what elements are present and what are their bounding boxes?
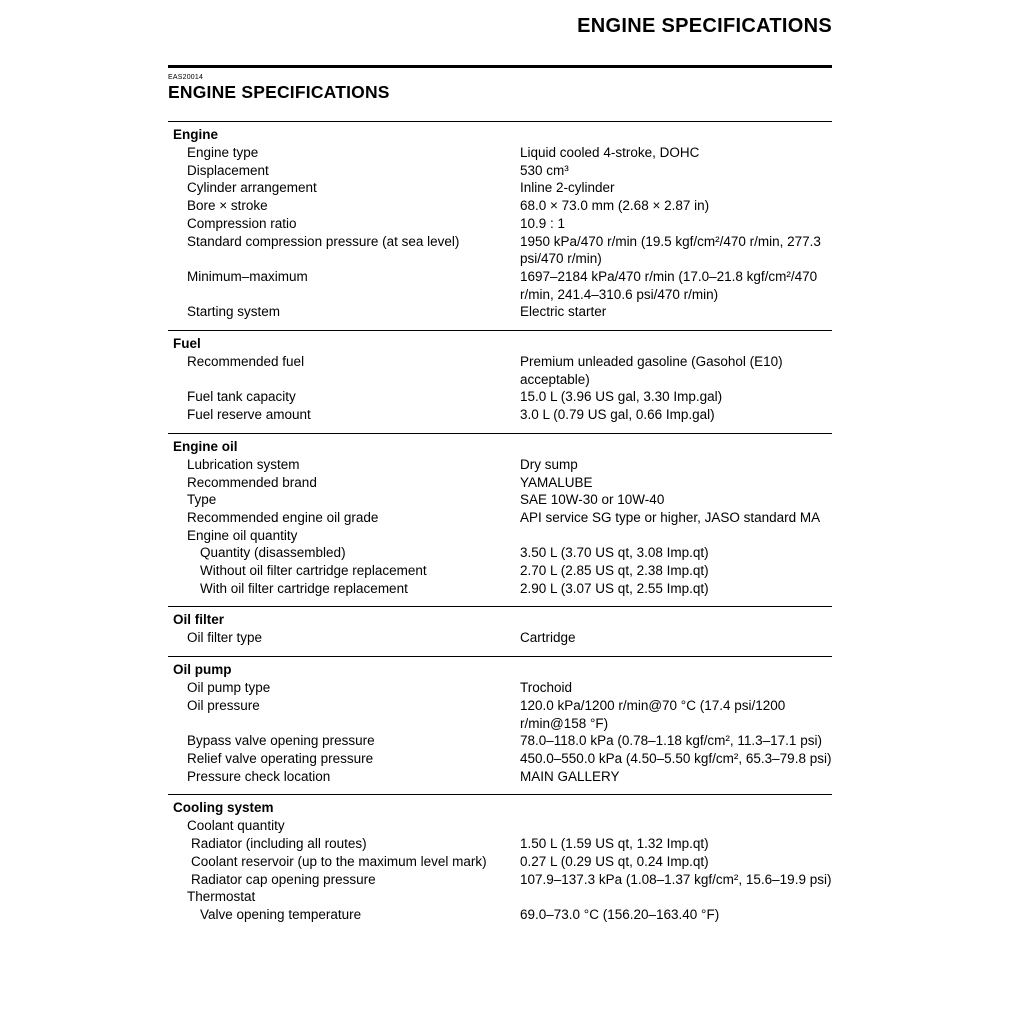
spec-value: 3.50 L (3.70 US qt, 3.08 Imp.qt) (520, 545, 709, 561)
spec-sections (168, 121, 832, 924)
spec-row (168, 750, 832, 768)
section-rows (168, 353, 832, 424)
spec-label: Valve opening temperature (200, 906, 362, 922)
spec-row (168, 353, 832, 388)
spec-label: Relief valve operating pressure (187, 750, 374, 766)
section-title: Engine (173, 127, 219, 142)
spec-row (168, 388, 832, 406)
spec-value: Cartridge (520, 630, 576, 646)
running-header-title: ENGINE SPECIFICATIONS (577, 15, 832, 37)
spec-row (168, 406, 832, 424)
section-rows (168, 629, 832, 647)
spec-row (168, 679, 832, 697)
spec-row (168, 629, 832, 647)
spec-row (168, 233, 832, 268)
spec-label: Fuel tank capacity (187, 389, 296, 405)
spec-value: 10.9 : 1 (520, 215, 566, 231)
spec-value: 78.0–118.0 kPa (0.78–1.18 kgf/cm², 11.3–17.1 psi) (520, 733, 822, 749)
spec-value: YAMALUBE (520, 474, 593, 490)
spec-label: Recommended fuel (187, 354, 305, 370)
spec-label: Starting system (187, 304, 281, 320)
spec-label: Recommended engine oil grade (187, 509, 379, 525)
spec-value: Inline 2-cylinder (520, 180, 615, 196)
section-rows (168, 456, 832, 598)
section-rows (168, 144, 832, 321)
spec-label: Pressure check location (187, 768, 331, 784)
spec-label: Compression ratio (187, 215, 297, 231)
spec-row (168, 144, 832, 162)
spec-label: Coolant reservoir (up to the maximum level mark) (191, 853, 487, 869)
spec-row (168, 179, 832, 197)
spec-row (168, 197, 832, 215)
spec-value: 2.70 L (2.85 US qt, 2.38 Imp.qt) (520, 563, 709, 579)
section-title: Fuel (173, 336, 201, 352)
spec-value: API service SG type or higher, JASO standard MA (520, 509, 821, 525)
spec-value: Electric starter (520, 304, 607, 320)
spec-label: Oil pressure (187, 697, 260, 713)
header-divider (168, 65, 832, 68)
spec-row (168, 527, 832, 545)
spec-section (168, 433, 832, 598)
spec-label: Oil pump type (187, 680, 271, 696)
spec-value: 69.0–73.0 °C (156.20–163.40 °F) (520, 906, 720, 922)
spec-value: 68.0 × 73.0 mm (2.68 × 2.87 in) (520, 198, 710, 214)
spec-value: Premium unleaded gasoline (Gasohol (E10) acceptable) (520, 354, 783, 387)
spec-row (168, 888, 832, 906)
spec-value: Trochoid (520, 680, 573, 696)
spec-label: Bypass valve opening pressure (187, 733, 375, 749)
spec-row (168, 732, 832, 750)
section-title: Cooling system (173, 800, 274, 816)
spec-value: 15.0 L (3.96 US gal, 3.30 Imp.gal) (520, 389, 723, 405)
spec-label: Radiator (including all routes) (191, 836, 367, 852)
spec-row (168, 835, 832, 853)
spec-row (168, 906, 832, 924)
spec-row (168, 268, 832, 303)
section-rows (168, 817, 832, 923)
spec-section (168, 606, 832, 647)
spec-row (168, 303, 832, 321)
spec-value: SAE 10W-30 or 10W-40 (520, 492, 665, 508)
spec-value: MAIN GALLERY (520, 768, 620, 784)
spec-row (168, 544, 832, 562)
spec-row (168, 491, 832, 509)
section-title: Engine oil (173, 438, 238, 454)
spec-label: Displacement (187, 162, 269, 178)
spec-value: Dry sump (520, 456, 578, 472)
spec-row (168, 215, 832, 233)
spec-value: 450.0–550.0 kPa (4.50–5.50 kgf/cm², 65.3–79.8 psi) (520, 750, 832, 766)
spec-label: Engine oil quantity (187, 527, 298, 543)
spec-label: Minimum–maximum (187, 268, 308, 284)
spec-value (520, 888, 832, 906)
spec-value: 3.0 L (0.79 US gal, 0.66 Imp.gal) (520, 407, 715, 423)
spec-row (168, 474, 832, 492)
spec-row (168, 580, 832, 598)
spec-value: 2.90 L (3.07 US qt, 2.55 Imp.qt) (520, 580, 709, 596)
spec-label: Quantity (disassembled) (200, 545, 346, 561)
spec-row (168, 697, 832, 732)
spec-row (168, 871, 832, 889)
spec-label: Standard compression pressure (at sea level) (187, 233, 460, 249)
spec-label: Lubrication system (187, 456, 300, 472)
spec-row (168, 162, 832, 180)
spec-label: Without oil filter cartridge replacement (200, 563, 427, 579)
spec-value (520, 527, 832, 545)
section-rows (168, 679, 832, 785)
spec-label: Recommended brand (187, 474, 317, 490)
spec-section (168, 656, 832, 785)
spec-value: 1950 kPa/470 r/min (19.5 kgf/cm²/470 r/min, 277.3 psi/470 r/min) (520, 233, 821, 267)
spec-label: Cylinder arrangement (187, 180, 317, 196)
spec-label: Engine type (187, 145, 259, 160)
spec-label: Bore × stroke (187, 198, 268, 214)
spec-label: Thermostat (187, 889, 256, 905)
spec-section (168, 121, 832, 321)
spec-value: 1697–2184 kPa/470 r/min (17.0–21.8 kgf/cm²/470 r/min, 241.4–310.6 psi/470 r/min) (520, 268, 818, 302)
spec-label: Fuel reserve amount (187, 407, 311, 423)
spec-row (168, 509, 832, 527)
spec-label: Radiator cap opening pressure (191, 871, 376, 887)
spec-value: 530 cm³ (520, 162, 569, 178)
page-title: ENGINE SPECIFICATIONS (168, 82, 390, 102)
spec-label: With oil filter cartridge replacement (200, 580, 408, 596)
spec-row (168, 853, 832, 871)
spec-value: 0.27 L (0.29 US qt, 0.24 Imp.qt) (520, 853, 709, 869)
spec-value: Liquid cooled 4-stroke, DOHC (520, 145, 700, 160)
spec-value: 107.9–137.3 kPa (1.08–1.37 kgf/cm², 15.6–19.9 psi) (520, 871, 832, 887)
spec-row (168, 768, 832, 786)
spec-row (168, 562, 832, 580)
section-title: Oil filter (173, 612, 225, 628)
spec-label: Oil filter type (187, 630, 263, 646)
spec-label: Coolant quantity (187, 818, 285, 834)
page-content (168, 0, 832, 924)
spec-row (168, 817, 832, 835)
spec-row (168, 456, 832, 474)
spec-section (168, 330, 832, 424)
spec-value: 120.0 kPa/1200 r/min@70 °C (17.4 psi/1200 r/min@158 °F) (520, 697, 786, 731)
document-code: EAS20014 (168, 74, 204, 81)
spec-label: Type (187, 492, 217, 508)
section-title: Oil pump (173, 662, 232, 678)
spec-section (168, 794, 832, 923)
spec-value: 1.50 L (1.59 US qt, 1.32 Imp.qt) (520, 836, 709, 852)
spec-value (520, 817, 832, 835)
